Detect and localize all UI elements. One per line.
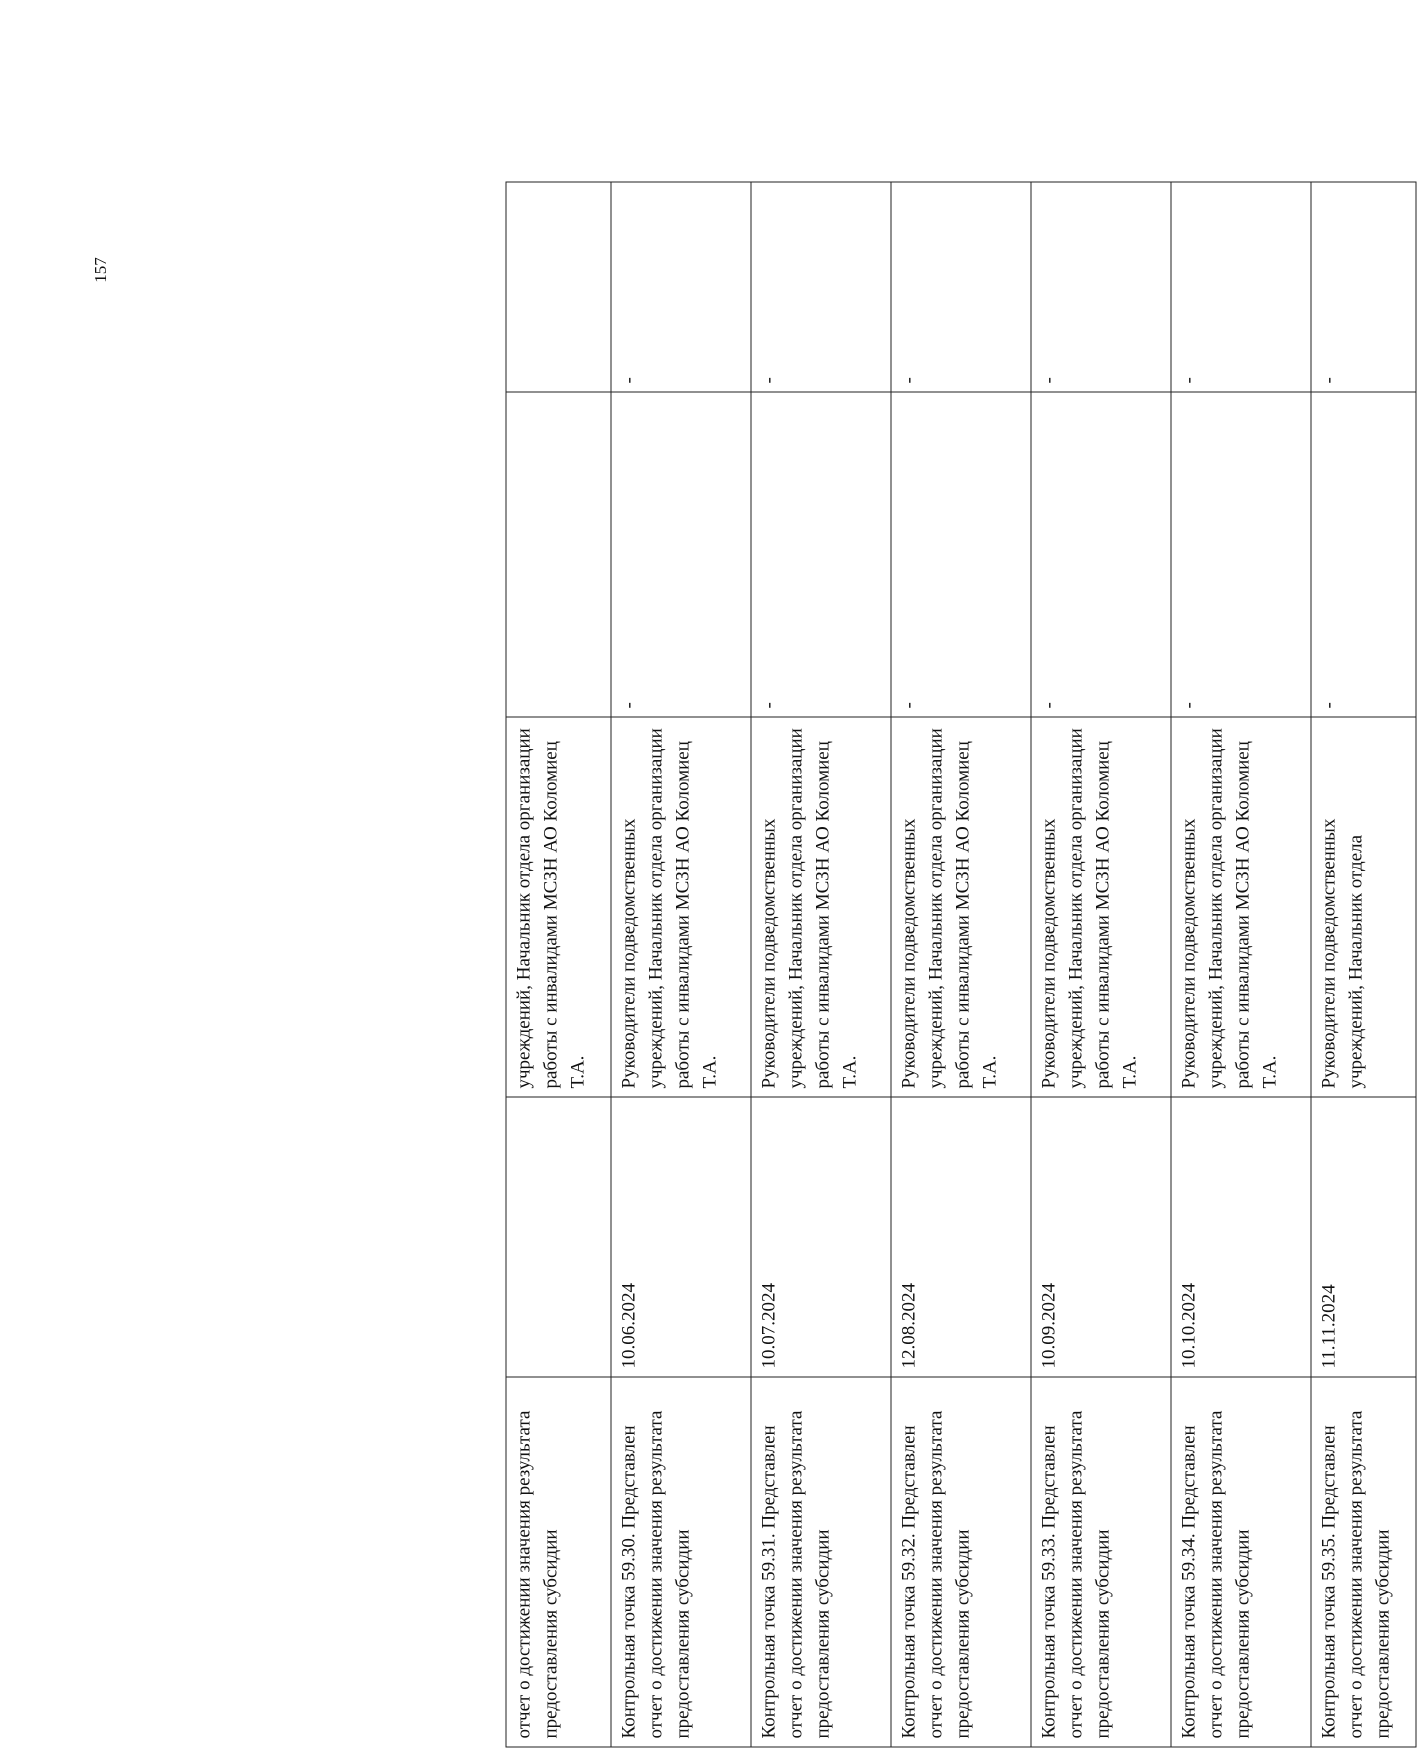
table-row	[1311, 182, 1416, 1747]
control-points-table	[506, 182, 1417, 1748]
cell-responsible: Руководители подведомственных учреждений, Начальник отдела организации работы с инвалидами МСЗН АО Коломиец Т.А.	[751, 717, 891, 1097]
table-row	[611, 182, 751, 1747]
cell-date: 10.07.2024	[751, 1097, 891, 1377]
page-number: 157	[91, 257, 110, 283]
cell-control-point: отчет о достижении значения результата предоставления субсидии	[506, 1377, 611, 1747]
cell-info: -	[611, 182, 751, 392]
table-row	[506, 182, 611, 1747]
cell-responsible: Руководители подведомственных учреждений, Начальник отдела организации работы с инвалидами МСЗН АО Коломиец Т.А.	[891, 717, 1031, 1097]
cell-info: -	[891, 182, 1031, 392]
cell-control-point: Контрольная точка 59.32. Представлен отчет о достижении значения результата предоставления субсидии	[891, 1377, 1031, 1747]
cell-control-point: Контрольная точка 59.35. Представлен отчет о достижении значения результата предоставления субсидии	[1311, 1377, 1416, 1747]
table-row	[1031, 182, 1171, 1747]
cell-responsible: Руководители подведомственных учреждений, Начальник отдела организации работы с инвалидами МСЗН АО Коломиец Т.А.	[1031, 717, 1171, 1097]
cell-date: 12.08.2024	[891, 1097, 1031, 1377]
cell-date	[506, 1097, 611, 1377]
rotated-page-content	[506, 183, 1416, 1748]
cell-responsible: Руководители подведомственных учреждений, Начальник отдела организации работы с инвалидами МСЗН АО Коломиец Т.А.	[1171, 717, 1311, 1097]
cell-control-point: Контрольная точка 59.30. Представлен отчет о достижении значения результата предоставления субсидии	[611, 1377, 751, 1747]
cell-document: -	[611, 392, 751, 717]
cell-responsible: Руководители подведомственных учреждений, Начальник отдела	[1311, 717, 1416, 1097]
cell-date: 10.09.2024	[1031, 1097, 1171, 1377]
cell-date: 10.06.2024	[611, 1097, 751, 1377]
cell-responsible: Руководители подведомственных учреждений, Начальник отдела организации работы с инвалидами МСЗН АО Коломиец Т.А.	[611, 717, 751, 1097]
cell-responsible: учреждений, Начальник отдела организации работы с инвалидами МСЗН АО Коломиец Т.А.	[506, 717, 611, 1097]
cell-document: -	[1031, 392, 1171, 717]
cell-control-point: Контрольная точка 59.34. Представлен отчет о достижении значения результата предоставления субсидии	[1171, 1377, 1311, 1747]
cell-document: -	[751, 392, 891, 717]
cell-info: -	[1031, 182, 1171, 392]
table-row	[1171, 182, 1311, 1747]
cell-info: -	[1311, 182, 1416, 392]
cell-date: 11.11.2024	[1311, 1097, 1416, 1377]
cell-document: -	[891, 392, 1031, 717]
table-row	[891, 182, 1031, 1747]
cell-control-point: Контрольная точка 59.33. Представлен отчет о достижении значения результата предоставления субсидии	[1031, 1377, 1171, 1747]
cell-info: -	[1171, 182, 1311, 392]
cell-document: -	[1311, 392, 1416, 717]
cell-date: 10.10.2024	[1171, 1097, 1311, 1377]
cell-document: -	[1171, 392, 1311, 717]
cell-control-point: Контрольная точка 59.31. Представлен отчет о достижении значения результата предоставления субсидии	[751, 1377, 891, 1747]
table-row	[751, 182, 891, 1747]
cell-document	[506, 392, 611, 717]
cell-info: -	[751, 182, 891, 392]
cell-info	[506, 182, 611, 392]
